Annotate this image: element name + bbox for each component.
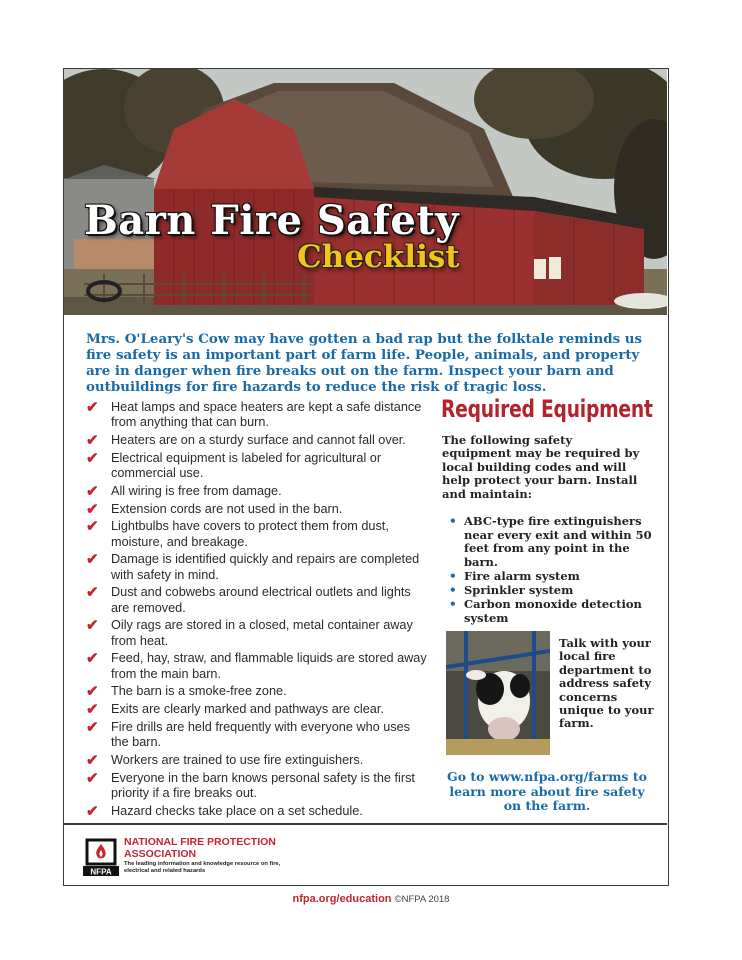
checklist-item: ✔ Extension cords are not used in the barn. [86, 500, 343, 518]
required-equipment-list [444, 515, 654, 626]
barn-illustration [64, 69, 667, 315]
check-icon: ✔ [86, 617, 99, 635]
checklist-item: ✔ Dust and cobwebs around electrical outlets and lights are removed. [86, 584, 411, 615]
bullet-icon: • [449, 583, 457, 598]
checklist-item: ✔ Oily rags are stored in a closed, metal container away from heat. [86, 617, 413, 648]
required-equipment-heading: Required Equipment [441, 395, 653, 423]
list-item: • ABC-type fire extinguishers near every exit and within 50 feet from any point in the barn. [449, 514, 652, 569]
checklist-item: ✔ Exits are clearly marked and pathways are clear. [86, 701, 384, 719]
bullet-icon: • [449, 514, 457, 528]
check-icon: ✔ [86, 751, 99, 769]
footer-divider [64, 823, 667, 825]
check-icon: ✔ [86, 518, 99, 536]
check-icon: ✔ [86, 718, 99, 736]
check-icon: ✔ [86, 584, 99, 602]
education-link[interactable]: nfpa.org/education [292, 893, 392, 905]
intro-paragraph: Mrs. O'Leary's Cow may have gotten a bad rap but the folktale reminds us fire safety is an important part of farm life. People, animals, and property are in danger when fire breaks out on the farm. Inspect your barn and outbuildings for fire hazards to reduce the risk of tragic loss. [86, 331, 643, 395]
checklist-item: ✔ Feed, hay, straw, and flammable liquids are stored away from the main barn. [86, 650, 427, 681]
check-icon: ✔ [86, 551, 99, 569]
cow-caption: Talk with your local fire department to address safety concerns unique to your farm. [559, 636, 654, 731]
flyer-page [63, 68, 669, 886]
nfpa-farms-link[interactable]: Go to www.nfpa.org/farms to learn more about fire safety on the farm. [447, 769, 647, 813]
check-icon: ✔ [86, 500, 99, 518]
required-equipment-intro: The following safety equipment may be required by local building codes and will help protect your barn. Install and maintain: [442, 433, 640, 501]
checklist-item: ✔ Workers are trained to use fire extinguishers. [86, 751, 364, 769]
checklist [86, 400, 431, 822]
checklist-item: ✔ All wiring is free from damage. [86, 482, 282, 500]
check-icon: ✔ [86, 449, 99, 467]
checklist-item: ✔ Electrical equipment is labeled for agricultural or commercial use. [86, 449, 382, 480]
hero-image [64, 69, 667, 315]
checklist-item: ✔ Hazard checks take place on a set schedule. [86, 802, 363, 820]
footer-credit [0, 893, 742, 905]
page-subtitle: Checklist [297, 239, 460, 275]
check-icon: ✔ [86, 683, 99, 701]
check-icon: ✔ [86, 802, 99, 820]
organization-tagline: The leading information and knowledge resource on fire, electrical and related hazards [124, 861, 281, 875]
check-icon: ✔ [86, 650, 99, 668]
checklist-item: ✔ Heat lamps and space heaters are kept a safe distance from anything that can burn. [86, 399, 422, 430]
nfpa-logo-icon [83, 836, 119, 876]
checklist-item: ✔ Everyone in the barn knows personal safety is the first priority if a fire breaks out. [86, 769, 415, 800]
copyright-text: ©NFPA 2018 [394, 894, 450, 905]
page-title: Barn Fire Safety [84, 197, 460, 244]
cow-photo [446, 631, 550, 755]
check-icon: ✔ [86, 769, 99, 787]
list-item: • Carbon monoxide detection system [449, 597, 642, 625]
checklist-item: ✔ Fire drills are held frequently with everyone who uses the barn. [86, 718, 411, 750]
bullet-icon: • [449, 597, 457, 612]
svg-text:NFPA: NFPA [90, 867, 112, 876]
checklist-item: ✔ Heaters are on a sturdy surface and cannot fall over. [86, 432, 406, 449]
check-icon: ✔ [86, 701, 99, 719]
check-icon: ✔ [86, 399, 99, 416]
list-item: • Sprinkler system [449, 583, 574, 598]
organization-name: NATIONAL FIRE PROTECTION ASSOCIATION [124, 836, 276, 860]
bullet-icon: • [449, 568, 457, 583]
checklist-item: ✔ Lightbulbs have covers to protect them from dust, moisture, and breakage. [86, 518, 389, 549]
check-icon: ✔ [86, 482, 99, 500]
checklist-item: ✔ Damage is identified quickly and repairs are completed with safety in mind. [86, 551, 420, 582]
list-item: • Fire alarm system [449, 568, 580, 583]
check-icon: ✔ [86, 432, 99, 449]
checklist-item: ✔ The barn is a smoke-free zone. [86, 683, 287, 701]
